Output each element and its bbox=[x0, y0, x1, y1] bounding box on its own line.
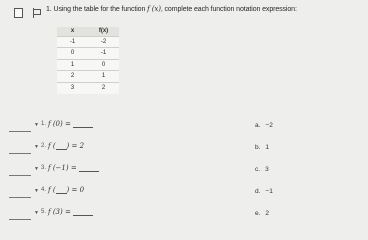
option bbox=[255, 166, 269, 173]
item-expression bbox=[48, 208, 93, 216]
expr-blank bbox=[73, 209, 93, 216]
table-cell: 0 bbox=[88, 59, 119, 71]
item-number: 3. bbox=[41, 165, 47, 171]
option-letter: d. bbox=[255, 188, 261, 195]
option-value: 3 bbox=[265, 166, 269, 173]
table-row bbox=[57, 36, 119, 48]
answer-select[interactable] bbox=[9, 219, 31, 220]
table-cell: 0 bbox=[57, 48, 88, 60]
table-cell: 3 bbox=[57, 82, 88, 94]
item-expression bbox=[48, 186, 84, 194]
item-number: 1. bbox=[41, 121, 47, 127]
option bbox=[255, 188, 273, 195]
item-number: 5. bbox=[41, 209, 47, 215]
expr-before: f (−1) = bbox=[48, 164, 79, 172]
option-letter: a. bbox=[255, 122, 261, 129]
expr-blank bbox=[56, 143, 67, 150]
table-cell: 2 bbox=[88, 82, 119, 94]
item-expression bbox=[48, 164, 99, 172]
question-text-after: , complete each function notation expression: bbox=[160, 6, 297, 13]
match-row bbox=[0, 184, 368, 204]
option-value: −1 bbox=[265, 188, 273, 195]
option bbox=[255, 210, 269, 217]
option-value: 1 bbox=[265, 144, 270, 151]
top-icons bbox=[14, 8, 42, 18]
expr-after: ) = 0 bbox=[66, 186, 85, 194]
question-text-before: Using the table for the function bbox=[53, 6, 146, 13]
option-value: 2 bbox=[265, 210, 270, 217]
expr-blank bbox=[73, 121, 93, 128]
table-cell: 1 bbox=[88, 71, 119, 83]
answer-select[interactable] bbox=[9, 197, 31, 198]
option-value: −2 bbox=[265, 122, 273, 129]
dropdown-arrow-icon[interactable]: ▼ bbox=[34, 144, 39, 150]
answer-select[interactable] bbox=[9, 153, 31, 154]
table-cell: 2 bbox=[57, 71, 88, 83]
function-table bbox=[57, 27, 119, 94]
dropdown-arrow-icon[interactable]: ▼ bbox=[34, 122, 39, 128]
answer-select[interactable] bbox=[9, 175, 31, 176]
table-row bbox=[57, 82, 119, 94]
table-cell: -1 bbox=[88, 48, 119, 60]
expr-before: f ( bbox=[48, 142, 56, 150]
option-letter: e. bbox=[255, 210, 261, 217]
expr-before: f ( bbox=[48, 186, 56, 194]
table-header-row bbox=[57, 27, 119, 36]
table-header-x: x bbox=[57, 27, 88, 36]
expr-before: f (0) = bbox=[48, 120, 74, 128]
expr-before: f (3) = bbox=[48, 208, 74, 216]
match-row bbox=[0, 162, 368, 182]
table-row bbox=[57, 59, 119, 71]
table-header-fx: f(x) bbox=[88, 27, 119, 36]
table-row bbox=[57, 71, 119, 83]
dropdown-arrow-icon[interactable]: ▼ bbox=[34, 210, 39, 216]
table-row bbox=[57, 48, 119, 60]
table-cell: 1 bbox=[57, 59, 88, 71]
answer-select[interactable] bbox=[9, 131, 31, 132]
match-row bbox=[0, 206, 368, 226]
match-row bbox=[0, 140, 368, 160]
question-number: 1. bbox=[46, 6, 52, 13]
option bbox=[255, 122, 273, 129]
item-expression bbox=[48, 142, 84, 150]
option bbox=[255, 144, 269, 151]
table-cell: -2 bbox=[88, 36, 119, 48]
expr-blank bbox=[79, 165, 99, 172]
flag-icon[interactable] bbox=[33, 8, 42, 18]
dropdown-arrow-icon[interactable]: ▼ bbox=[34, 166, 39, 172]
dropdown-arrow-icon[interactable]: ▼ bbox=[34, 188, 39, 194]
checkbox-icon[interactable] bbox=[14, 8, 23, 18]
question-prompt bbox=[46, 5, 297, 13]
question-function: f (x) bbox=[147, 5, 161, 13]
option-letter: c. bbox=[255, 166, 261, 173]
option-letter: b. bbox=[255, 144, 261, 151]
expr-after: ) = 2 bbox=[66, 142, 85, 150]
match-row bbox=[0, 118, 368, 138]
table-cell: -1 bbox=[57, 36, 88, 48]
expr-blank bbox=[56, 187, 67, 194]
item-expression bbox=[48, 120, 93, 128]
item-number: 2. bbox=[41, 143, 47, 149]
item-number: 4. bbox=[41, 187, 47, 193]
